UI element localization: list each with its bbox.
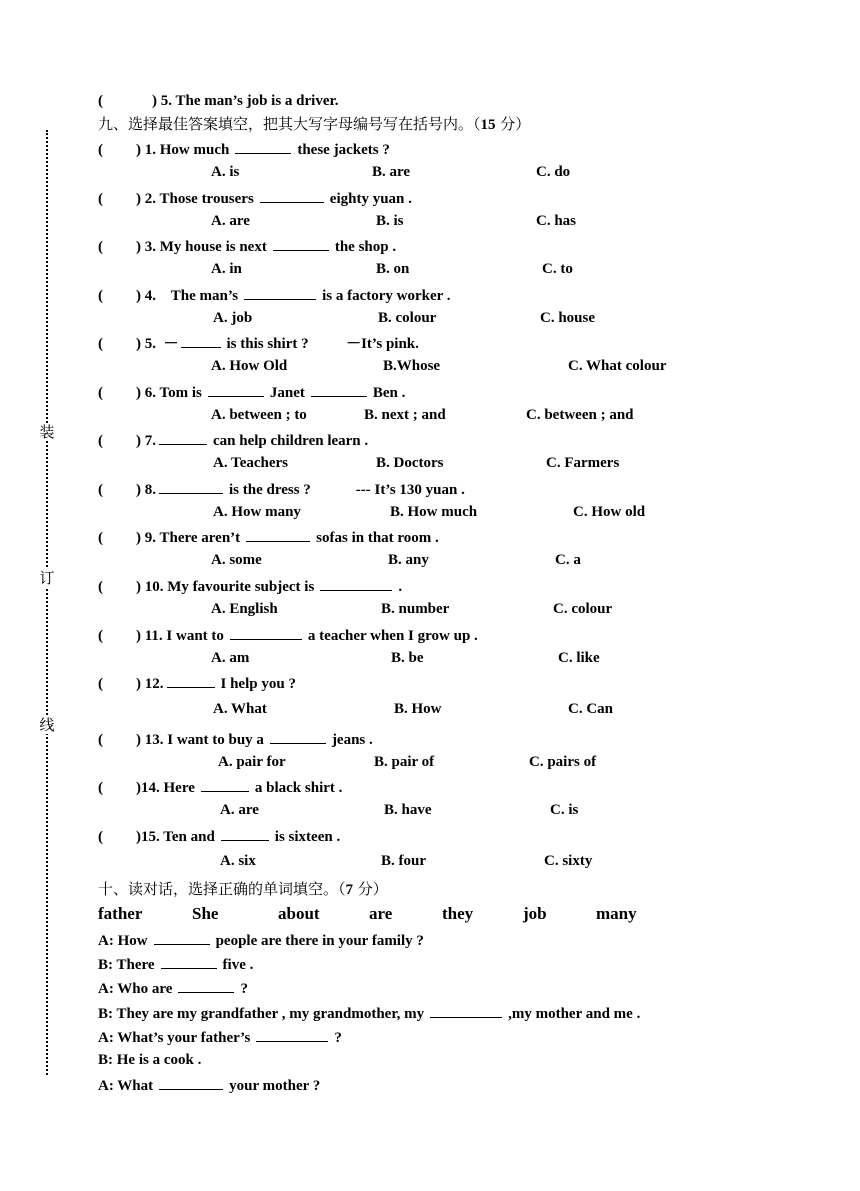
option-a: A. is	[211, 164, 240, 180]
option-a: A. pair for	[218, 754, 286, 770]
word-bank-item: they	[442, 904, 474, 923]
answer-blank[interactable]	[159, 479, 223, 494]
option-b: B. Doctors	[376, 455, 444, 471]
option-c: C. Can	[568, 701, 614, 717]
option-b: B. How	[394, 701, 442, 717]
option-b: B. colour	[378, 310, 437, 326]
answer-blank[interactable]	[430, 1003, 502, 1018]
option-a: A. What	[213, 701, 267, 717]
binding-char-ding: 订	[39, 569, 55, 587]
option-c: C. house	[540, 310, 596, 326]
option-a: A. am	[211, 650, 250, 666]
answer-blank[interactable]	[235, 139, 291, 154]
answer-blank[interactable]	[201, 777, 249, 792]
answer-blank[interactable]	[167, 673, 215, 688]
option-b: B. four	[381, 853, 426, 869]
answer-blank[interactable]	[161, 954, 217, 969]
answer-blank[interactable]	[181, 333, 221, 348]
option-c: C. is	[550, 802, 579, 818]
option-a: A. English	[211, 601, 278, 617]
binding-dotted-line	[46, 130, 48, 1075]
option-c: C. pairs of	[529, 754, 597, 770]
option-a: A. How many	[213, 504, 301, 520]
option-c: C. like	[558, 650, 600, 666]
word-bank-item: father	[98, 904, 143, 923]
dialogue-line-3: A: Who are ?	[98, 978, 248, 998]
word-bank-item: She	[192, 904, 219, 923]
option-a: A. How Old	[211, 358, 288, 374]
answer-blank[interactable]	[246, 527, 310, 542]
option-b: B. be	[391, 650, 424, 666]
answer-blank[interactable]	[230, 625, 302, 640]
answer-blank[interactable]	[260, 188, 324, 203]
option-a: A. in	[211, 261, 242, 277]
section9-heading: 九、选择最佳答案填空，把其大写字母编号写在括号内。（15 分）	[98, 115, 531, 133]
dialogue-line-5: A: What’s your father’s ?	[98, 1027, 342, 1047]
answer-blank[interactable]	[270, 729, 326, 744]
answer-blank[interactable]	[221, 826, 269, 841]
question-3: ( ) 3. My house is next the shop .	[98, 236, 396, 256]
question-12: ( ) 12. I help you ?	[98, 673, 296, 693]
answer-blank[interactable]	[273, 236, 329, 251]
binding-char-xian: 线	[39, 716, 55, 734]
option-b: B. have	[384, 802, 432, 818]
answer-blank[interactable]	[178, 978, 234, 993]
option-a: A. are	[220, 802, 259, 818]
option-c: C. sixty	[544, 853, 593, 869]
answer-blank[interactable]	[208, 382, 264, 397]
question-15: ( )15. Ten and is sixteen .	[98, 826, 340, 846]
answer-blank[interactable]	[256, 1027, 328, 1042]
answer-blank[interactable]	[244, 285, 316, 300]
option-c: C. a	[555, 552, 581, 568]
question-14: ( )14. Here a black shirt .	[98, 777, 342, 797]
answer-blank[interactable]	[320, 576, 392, 591]
question-9: ( ) 9. There aren’t sofas in that room .	[98, 527, 439, 547]
question-4: ( ) 4. The man’s is a factory worker .	[98, 285, 451, 305]
dialogue-line-6: B: He is a cook .	[98, 1052, 202, 1068]
option-a: A. job	[213, 310, 253, 326]
question-2: ( ) 2. Those trousers eighty yuan .	[98, 188, 412, 208]
word-bank-item: many	[596, 904, 637, 923]
question-6: ( ) 6. Tom is Janet Ben .	[98, 382, 405, 402]
answer-blank[interactable]	[311, 382, 367, 397]
option-b: B. on	[376, 261, 410, 277]
option-c: C. What colour	[568, 358, 667, 374]
option-b: B. number	[381, 601, 450, 617]
answer-blank[interactable]	[159, 1075, 223, 1090]
option-c: C. colour	[553, 601, 613, 617]
answer-blank[interactable]	[159, 430, 207, 445]
question-8: ( ) 8. is the dress ? --- It’s 130 yuan .	[98, 479, 465, 499]
word-bank-item: job	[523, 904, 547, 923]
word-bank-item: are	[369, 904, 393, 923]
dialogue-line-2: B: There five .	[98, 954, 253, 974]
option-a: A. between ; to	[211, 407, 307, 423]
dialogue-line-4: B: They are my grandfather , my grandmother, my ,my mother and me .	[98, 1003, 640, 1023]
option-a: A. some	[211, 552, 262, 568]
word-bank-item: about	[278, 904, 320, 923]
option-a: A. are	[211, 213, 250, 229]
option-a: A. six	[220, 853, 256, 869]
option-c: C. Farmers	[546, 455, 620, 471]
binding-char-zhuang: 装	[39, 423, 55, 441]
prev-question: ( ) 5. The man’s job is a driver.	[98, 93, 339, 109]
question-7: ( ) 7. can help children learn .	[98, 430, 368, 450]
option-b: B. pair of	[374, 754, 435, 770]
option-a: A. Teachers	[213, 455, 288, 471]
option-c: C. to	[542, 261, 573, 277]
option-b: B. next ; and	[364, 407, 446, 423]
option-b: B. is	[376, 213, 404, 229]
question-10: ( ) 10. My favourite subject is .	[98, 576, 402, 596]
option-c: C. do	[536, 164, 571, 180]
answer-blank[interactable]	[154, 930, 210, 945]
dialogue-line-1: A: How people are there in your family ?	[98, 930, 424, 950]
section10-heading: 十、读对话，选择正确的单词填空。（7 分）	[98, 880, 388, 898]
dialogue-line-7: A: What your mother ?	[98, 1075, 320, 1095]
question-13: ( ) 13. I want to buy a jeans .	[98, 729, 373, 749]
question-5: ( ) 5. － is this shirt ? －It’s pink.	[98, 333, 419, 353]
option-b: B. are	[372, 164, 411, 180]
question-1: ( ) 1. How much these jackets ?	[98, 139, 390, 159]
option-b: B. any	[388, 552, 429, 568]
option-b: B. How much	[390, 504, 478, 520]
option-c: C. has	[536, 213, 577, 229]
option-b: B.Whose	[383, 358, 441, 374]
option-c: C. between ; and	[526, 407, 634, 423]
question-11: ( ) 11. I want to a teacher when I grow up .	[98, 625, 478, 645]
option-c: C. How old	[573, 504, 646, 520]
